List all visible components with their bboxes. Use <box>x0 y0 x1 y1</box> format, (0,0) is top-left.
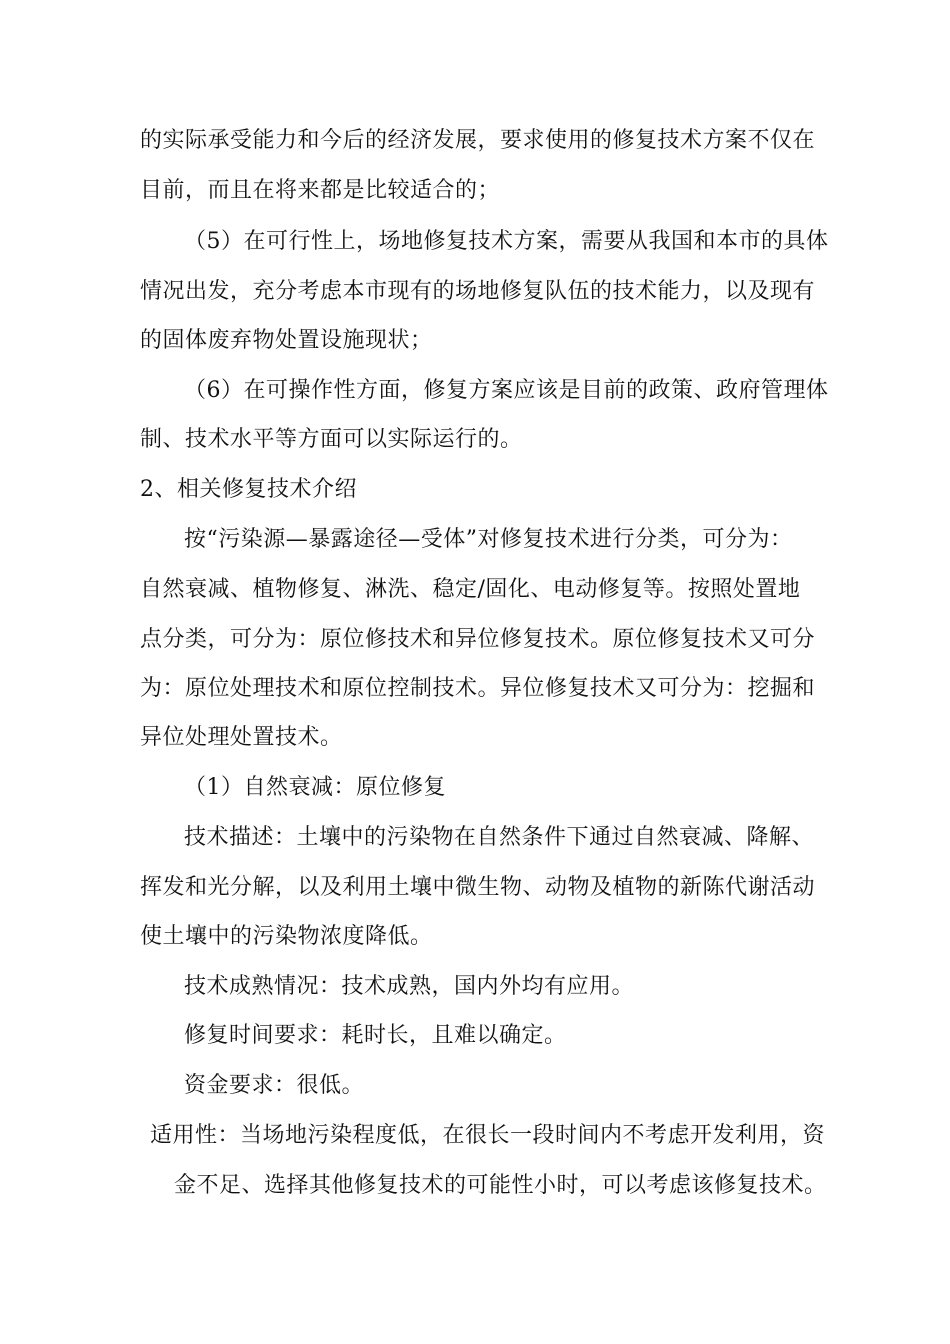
paragraph-line: 技术描述：土壤中的污染物在自然条件下通过自然衰减、降解、 <box>184 825 815 850</box>
paragraph-line: 金不足、选择其他修复技术的可能性小时，可以考虑该修复技术。 <box>174 1173 827 1198</box>
paragraph-line: 为：原位处理技术和原位控制技术。异位修复技术又可分为：挖掘和 <box>140 676 816 701</box>
paragraph-line: 修复时间要求：耗时长，且难以确定。 <box>184 1023 567 1048</box>
paragraph-line: 点分类，可分为：原位修技术和异位修复技术。原位修复技术又可分 <box>140 627 816 652</box>
paragraph-line: 技术成熟情况：技术成熟，国内外均有应用。 <box>184 974 635 999</box>
paragraph-line: 异位处理处置技术。 <box>140 725 343 750</box>
paragraph-line: （6）在可操作性方面，修复方案应该是目前的政策、政府管理体 <box>184 378 829 403</box>
paragraph-line: 情况出发，充分考虑本市现有的场地修复队伍的技术能力，以及现有 <box>140 279 816 304</box>
paragraph-line: 的实际承受能力和今后的经济发展，要求使用的修复技术方案不仅在 <box>140 128 816 153</box>
paragraph-line: 制、技术水平等方面可以实际运行的。 <box>140 427 523 452</box>
subsection-heading: （1）自然衰减：原位修复 <box>184 775 446 800</box>
paragraph-line: 按“污染源—暴露途径—受体”对修复技术进行分类，可分为： <box>184 527 793 552</box>
paragraph-line: 目前，而且在将来都是比较适合的； <box>140 178 501 203</box>
paragraph-line: 自然衰减、植物修复、淋洗、稳定/固化、电动修复等。按照处置地 <box>140 577 801 602</box>
paragraph-line: 使土壤中的污染物浓度降低。 <box>140 924 433 949</box>
paragraph-line: 的固体废弃物处置设施现状； <box>140 328 433 353</box>
paragraph-line: 适用性：当场地污染程度低，在很长一段时间内不考虑开发利用，资 <box>150 1123 826 1148</box>
section-heading: 2、相关修复技术介绍 <box>140 477 357 502</box>
paragraph-line: 挥发和光分解，以及利用土壤中微生物、动物及植物的新陈代谢活动 <box>140 875 816 900</box>
paragraph-line: （5）在可行性上，场地修复技术方案，需要从我国和本市的具体 <box>184 229 829 254</box>
paragraph-line: 资金要求：很低。 <box>184 1073 365 1098</box>
